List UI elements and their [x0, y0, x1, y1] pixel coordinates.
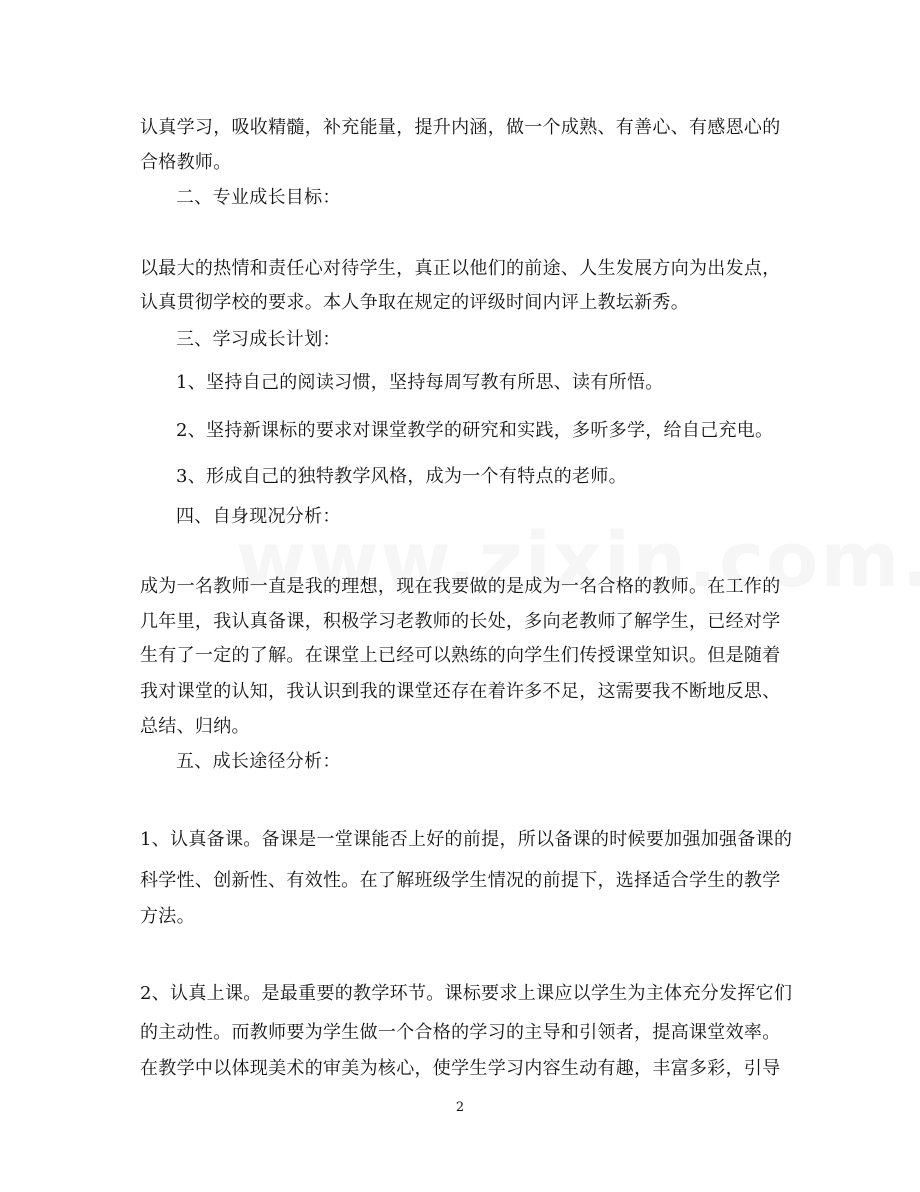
- plan-item-2: 2、坚持新课标的要求对课堂教学的研究和实践，多听多学，给自己充电。: [176, 420, 774, 441]
- heading-study-plan: 三、学习成长计划：: [176, 329, 341, 350]
- para4-line-1: 成为一名教师一直是我的理想，现在我要做的是成为一名合格的教师。在工作的: [140, 576, 781, 597]
- para2-line-2: 认真贯彻学校的要求。本人争取在规定的评级时间内评上教坛新秀。: [140, 292, 689, 313]
- para4-line-4: 我对课堂的认知，我认识到我的课堂还存在着许多不足，这需要我不断地反思、: [140, 681, 781, 702]
- para6-line-2: 的主动性。而教师要为学生做一个合格的学习的主导和引领者，提高课堂效率。: [140, 1022, 781, 1043]
- heading-growth-goal: 二、专业成长目标：: [176, 187, 341, 208]
- para6-line-1: 2、认真上课。是最重要的教学环节。课标要求上课应以学生为主体充分发挥它们: [140, 983, 793, 1004]
- para1-line-1: 认真学习，吸收精髓，补充能量，提升内涵，做一个成熟、有善心、有感恩心的: [140, 117, 781, 138]
- plan-item-1: 1、坚持自己的阅读习惯，坚持每周写教有所思、读有所悟。: [176, 372, 664, 393]
- plan-item-3: 3、形成自己的独特教学风格，成为一个有特点的老师。: [176, 466, 627, 487]
- para4-line-3: 生有了一定的了解。在课堂上已经可以熟练的向学生们传授课堂知识。但是随着: [140, 645, 781, 666]
- para5-line-3: 方法。: [140, 906, 195, 927]
- para4-line-2: 几年里，我认真备课，积极学习老教师的长处，多向老教师了解学生，已经对学: [140, 611, 781, 632]
- page-number: 2: [455, 1100, 465, 1115]
- para1-line-2: 合格教师。: [140, 152, 232, 173]
- para5-line-1: 1、认真备课。备课是一堂课能否上好的前提，所以备课的时候要加强加强备课的: [140, 829, 793, 850]
- para6-line-3: 在教学中以体现美术的审美为核心，使学生学习内容生动有趣，丰富多彩，引导: [140, 1058, 781, 1079]
- para4-line-5: 总结、归纳。: [140, 716, 250, 737]
- heading-self-analysis: 四、自身现况分析：: [176, 506, 341, 527]
- heading-growth-path: 五、成长途径分析：: [176, 751, 341, 772]
- para5-line-2: 科学性、创新性、有效性。在了解班级学生情况的前提下，选择适合学生的教学: [140, 870, 781, 891]
- para2-line-1: 以最大的热情和责任心对待学生，真正以他们的前途、人生发展方向为出发点，: [140, 258, 781, 279]
